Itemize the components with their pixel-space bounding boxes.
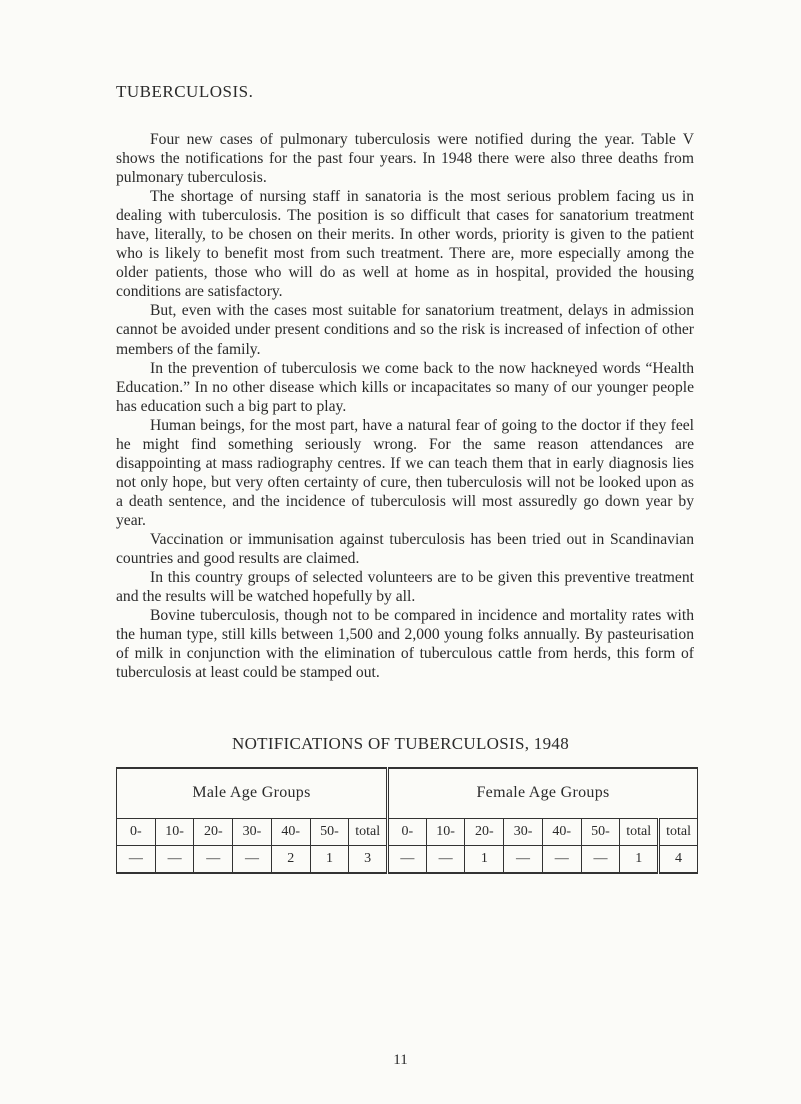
paragraph: Four new cases of pulmonary tuberculosis were notified during the year. Table V shows the notifications for the past four years. In 1948 there were also three deaths from pulmonary tuberculosis. — [116, 131, 694, 187]
female-age-groups-header: Female Age Groups — [388, 768, 698, 818]
female-col-header: 50- — [581, 818, 620, 845]
section-heading: TUBERCULOSIS. — [116, 82, 254, 101]
female-total-value: 1 — [620, 845, 659, 873]
paragraph: Human beings, for the most part, have a natural fear of going to the doctor if they feel he might find something seriously wrong. For the same reason attendances are disappointing at mass radiography centres. If we can teach them that in early diagnosis lies not only hope, but very often certainty of cure, then tuberculosis will not be looked upon as a death sentence, and the incidence of tuberculosis will most assuredly go down year by year. — [116, 416, 694, 529]
notifications-table — [116, 767, 698, 874]
female-col-header: 20- — [465, 818, 504, 845]
female-total-header: total — [620, 818, 659, 845]
female-value: — — [388, 845, 427, 873]
male-col-header: 40- — [271, 818, 310, 845]
male-value: — — [117, 845, 156, 873]
body-text — [116, 130, 694, 682]
page-number: 11 — [393, 1052, 408, 1068]
paragraph: In this country groups of selected volunteers are to be given this preventive treatment and the results will be watched hopefully by all. — [116, 569, 694, 606]
male-age-groups-header: Male Age Groups — [117, 768, 388, 818]
female-value: — — [426, 845, 465, 873]
male-value: 1 — [310, 845, 349, 873]
male-col-header: 0- — [117, 818, 156, 845]
female-col-header: 30- — [504, 818, 543, 845]
female-col-header: 0- — [388, 818, 427, 845]
male-col-header: 10- — [155, 818, 194, 845]
male-col-header: 20- — [194, 818, 233, 845]
table-header-row — [117, 818, 698, 845]
table-row — [117, 845, 698, 873]
female-value: — — [581, 845, 620, 873]
male-value: 2 — [271, 845, 310, 873]
male-value: — — [194, 845, 233, 873]
male-value: — — [155, 845, 194, 873]
female-value: — — [542, 845, 581, 873]
grand-total-value: 4 — [659, 845, 698, 873]
male-col-header: 50- — [310, 818, 349, 845]
male-value: — — [233, 845, 272, 873]
female-value: — — [504, 845, 543, 873]
male-col-header: 30- — [233, 818, 272, 845]
paragraph: In the prevention of tuberculosis we come back to the now hackneyed words “Health Education.” In no other disease which kills or incapacitates so many of our younger people has education such a big part to play. — [116, 359, 694, 415]
paragraph: The shortage of nursing staff in sanatoria is the most serious problem facing us in dealing with tuberculosis. The position is so difficult that cases for sanatorium treatment have, literally, to be chosen on their merits. In other words, priority is given to the patient who is likely to benefit most from such treatment. There are, more especially among the older patients, those who will do as well at home as in hospital, provided the housing conditions are satisfactory. — [116, 188, 694, 301]
paragraph: But, even with the cases most suitable for sanatorium treatment, delays in admission cannot be avoided under present conditions and so the risk is increased of infection of other members of the family. — [116, 302, 694, 358]
female-col-header: 10- — [426, 818, 465, 845]
paragraph: Vaccination or immunisation against tuberculosis has been tried out in Scandinavian countries and good results are claimed. — [116, 530, 694, 568]
grand-total-header: total — [659, 818, 698, 845]
female-col-header: 40- — [542, 818, 581, 845]
male-total-value: 3 — [349, 845, 388, 873]
male-total-header: total — [349, 818, 388, 845]
paragraph: Bovine tuberculosis, though not to be compared in incidence and mortality rates with the human type, still kills between 1,500 and 2,000 young folks annually. By pasteurisation of milk in conjunction with the elimination of tuberculous cattle from herds, this form of tuberculosis at least could be stamped out. — [116, 607, 694, 682]
female-value: 1 — [465, 845, 504, 873]
table-title: NOTIFICATIONS OF TUBERCULOSIS, 1948 — [232, 734, 569, 753]
